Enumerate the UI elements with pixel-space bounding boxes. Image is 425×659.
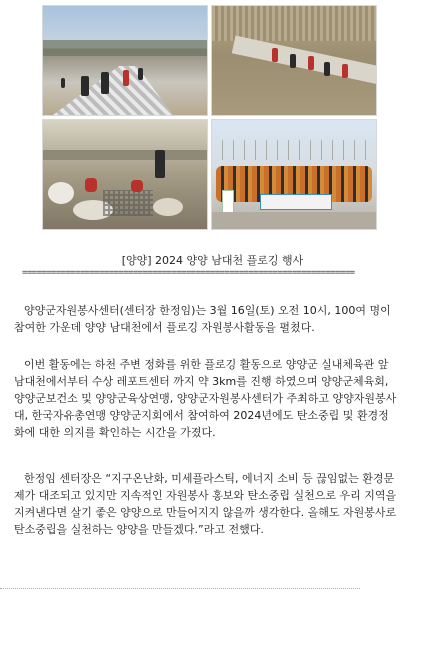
title-separator: =====================================================================: [22, 268, 355, 278]
article-paragraph-3: 한정임 센터장은 “지구온난화, 미세플라스틱, 에너지 소비 등 끊임없는 환경문제가 대조되고 있지만 지속적인 자원봉사 홍보와 탄소중립 실천으로 우리 지역을 지켜낸다면 살기 좋은 양양으로 만들어지지 않을까 생각한다. 올해도 자원봉사로 탄소중립을 실천하는 양양을 만들겠다.”라고 전했다.: [14, 472, 397, 536]
photo-stream-cleanup: [42, 119, 208, 230]
photo-riverbank-volunteers: [211, 5, 377, 116]
article-title: [양양] 2024 양양 남대천 플로깅 행사: [121, 254, 304, 267]
article-paragraph-2: 이번 활동에는 하천 주변 정화를 위한 플로깅 활동으로 양양군 실내체육관 앞 남대천에서부터 수상 레포트센터 까지 약 3km를 진행 하였으며 양양군체육회, 양양군보건소 및 양양군육상연맹, 양양군자원봉사센터가 주최하고 양양자원봉사대, 한국자유총연맹 양양군지회에서 참여하여 2024년에도 탄소중립 및 환경정화에 대한 의지를 확인하는 시간을 가졌다.: [14, 358, 397, 439]
photo-group: [211, 119, 377, 230]
dotted-divider: [0, 588, 360, 589]
article-paragraph-1: 양양군자원봉사센터(센터장 한정임)는 3월 16일(토) 오전 10시, 100여 명이 참여한 가운데 양양 남대천에서 플로깅 자원봉사활동을 펼쳤다.: [14, 304, 391, 334]
photo-grid: [42, 5, 375, 228]
photo-riverside-path: [42, 5, 208, 116]
